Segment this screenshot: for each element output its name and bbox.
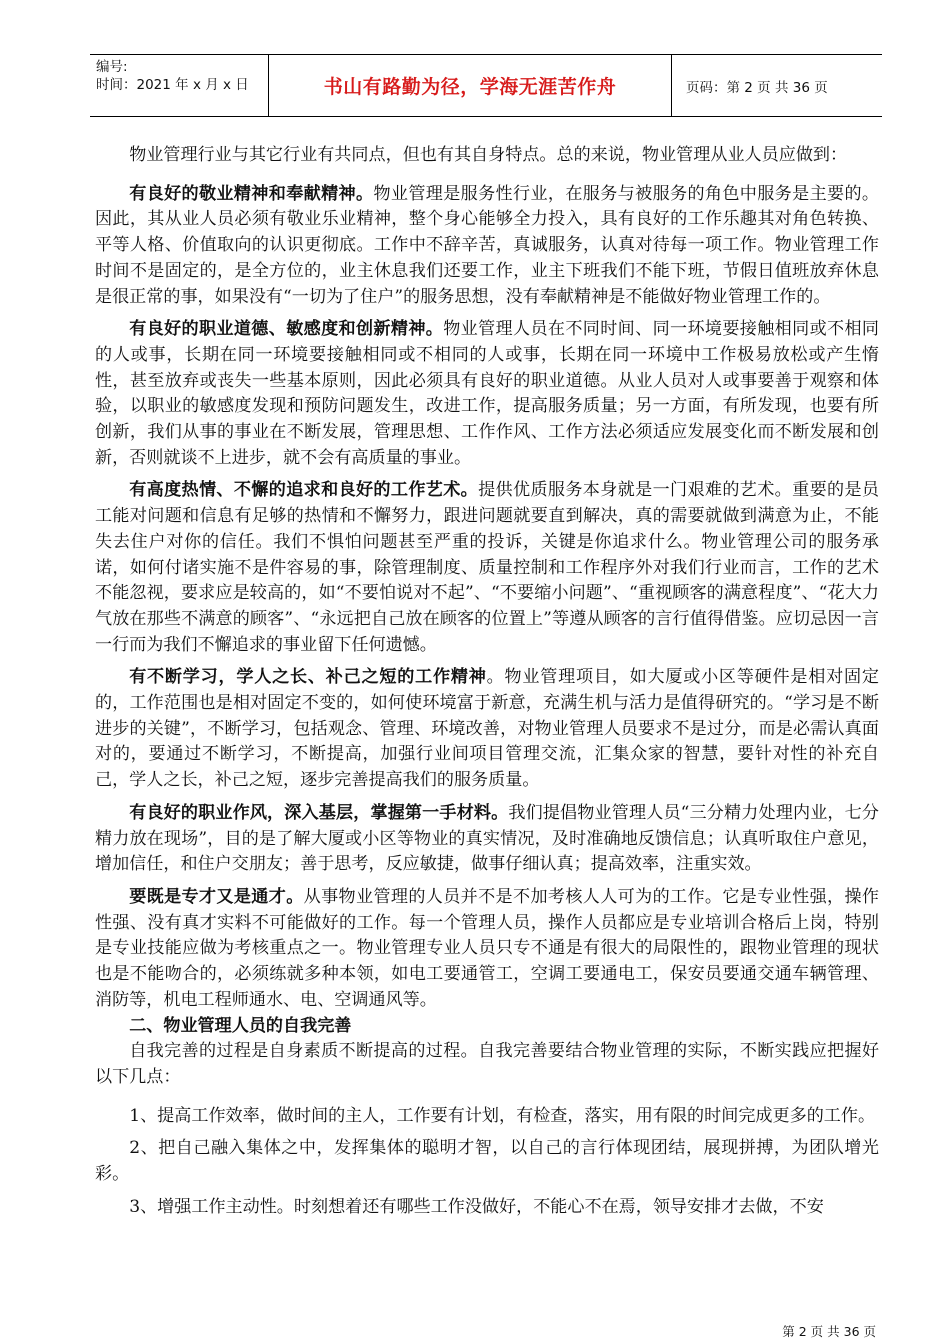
document-body [95,143,879,1220]
header-page-cell [672,55,882,116]
paragraph-text: 我们提倡物业管理人员“三分精力处理内业，七分精力放在现场”，目的是了解大厦或小区等物业的真实情况，及时准确地反馈信息；认真听取住户意见，增加信任，和住户交朋友；善于思考，反应敏捷，做事仔细认真；提高效率，注重实效。 [95,802,879,875]
paragraph-text: 提供优质服务本身就是一门艰难的艺术。重要的是员工能对问题和信息有足够的热情和不懈努力，跟进问题就要直到解决，真的需要就做到满意为止，不能失去住户对你的信任。我们不惧怕问题甚至严重的投诉，关键是你追求什么。物业管理公司的服务承诺，如何付诸实施不是件容易的事，除管理制度、质量控制和工作程序外对我们行业而言，工作的艺术不能忽视，要求应是较高的，如“不要怕说对不起”、“不要缩小问题”、“重视顾客的满意程度”、“花大力气放在那些不满意的顾客”、“永远把自己放在顾客的位置上”等遵从顾客的言行值得借鉴。应切忌因一言一行而为我们不懈追求的事业留下任何遗憾。 [95,480,880,655]
header-meta-cell [90,55,268,116]
section-intro: 自我完善的过程是自身素质不断提高的过程。自我完善要结合物业管理的实际，不断实践应把握好以下几点： [95,1041,879,1087]
list-item: 1、提高工作效率，做时间的主人，工作要有计划，有检查，落实，用有限的时间完成更多的工作。 [129,1105,876,1126]
paragraph-lead: 要既是专才又是通才。 [129,886,304,907]
page-footer: 第 2 页 共 36 页 [782,1324,876,1339]
paragraph-specialist [95,885,879,1014]
date-label: 时间：2021 年 x 月 x 日 [96,77,249,93]
paragraph-lead: 有良好的敬业精神和奉献精神。 [129,183,374,204]
paragraph-dedication [95,182,879,311]
paragraph-lead: 有良好的职业道德、敏感度和创新精神。 [129,319,444,340]
motto: 书山有路勤为径，学海无涯苦作舟 [323,76,617,98]
paragraph-text: 。物业管理项目，如大厦或小区等硬件是相对固定的，工作范围也是相对固定不变的，如何使环境富于新意，充满生机与活力是值得研究的。“学习是不断进步的关键”，不断学习，包括观念、管理、环境改善，对物业管理人员要求不是过分，而是必需认真面对的，要通过不断学习，不断提高，加强行业间项目管理交流，汇集众家的智慧，要针对性的补充自己，学人之长，补己之短，逐步完善提高我们的服务质量。 [95,667,879,791]
paragraph-ethics [95,317,879,471]
page-number-label: 页码：第 2 页 共 36 页 [686,79,828,96]
list-item: 3、增强工作主动性。时刻想着还有哪些工作没做好，不能心不在焉，领导安排才去做，不安 [129,1196,824,1217]
paragraph-lead: 有不断学习，学人之长、补己之短的工作精神 [129,667,487,688]
paragraph-text: 物业管理是服务性行业，在服务与被服务的角色中服务是主要的。因此，其从业人员必须有敬业乐业精神，整个身心能够全力投入，具有良好的工作乐趣其对角色转换、平等人格、价值取向的认识更彻底。工作中不辞辛苦，真诚服务，认真对待每一项工作。物业管理工作时间不是固定的，是全方位的，业主休息我们还要工作，业主下班我们不能下班，节假日值班放弃休息是很正常的事，如果没有“一切为了住户”的服务思想，没有奉献精神是不能做好物业管理工作的。 [95,183,880,307]
page-header [90,54,882,117]
intro-paragraph: 物业管理行业与其它行业有共同点，但也有其自身特点。总的来说，物业管理从业人员应做到： [129,145,848,165]
paragraph-passion [95,478,879,658]
serial-label: 编号: [96,59,128,75]
paragraph-work-style [95,801,879,878]
paragraph-text: 物业管理人员在不同时间、同一环境要接触相同或不相同的人或事，长期在同一环境要接触相同或不相同的人或事，长期在同一环境中工作极易放松或产生惰性，甚至放弃或丧失一些基本原则，因此必须具有良好的职业道德。从业人员对人或事要善于观察和体验，以职业的敏感度发现和预防问题发生，改进工作，提高服务质量；另一方面，有所发现，也要有所创新，我们从事的事业在不断发展，管理思想、工作作风、工作方法必须适应发展变化而不断发展和创新，否则就谈不上进步，就不会有高质量的事业。 [95,319,880,468]
list-item: 2、把自己融入集体之中，发挥集体的聪明才智，以自己的言行体现团结，展现拼搏，为团队增光彩。 [95,1138,879,1185]
paragraph-learning [95,665,879,794]
paragraph-text: 从事物业管理的人员并不是不加考核人人可为的工作。它是专业性强，操作性强、没有真才实料不可能做好的工作。每一个管理人员，操作人员都应是专业培训合格后上岗，特别是专业技能应做为考核重点之一。物业管理专业人员只专不通是有很大的局限性的，跟物业管理的现状也是不能吻合的，必须练就多种本领，如电工要通管工，空调工要通电工，保安员要通交通车辆管理、消防等，机电工程师通水、电、空调通风等。 [95,886,880,1010]
paragraph-lead: 有良好的职业作风，深入基层，掌握第一手材料。 [129,802,509,823]
paragraph-lead: 有高度热情、不懈的追求和良好的工作艺术。 [129,480,479,501]
section-heading: 二、物业管理人员的自我完善 [129,1015,352,1036]
header-motto-cell [268,55,672,116]
